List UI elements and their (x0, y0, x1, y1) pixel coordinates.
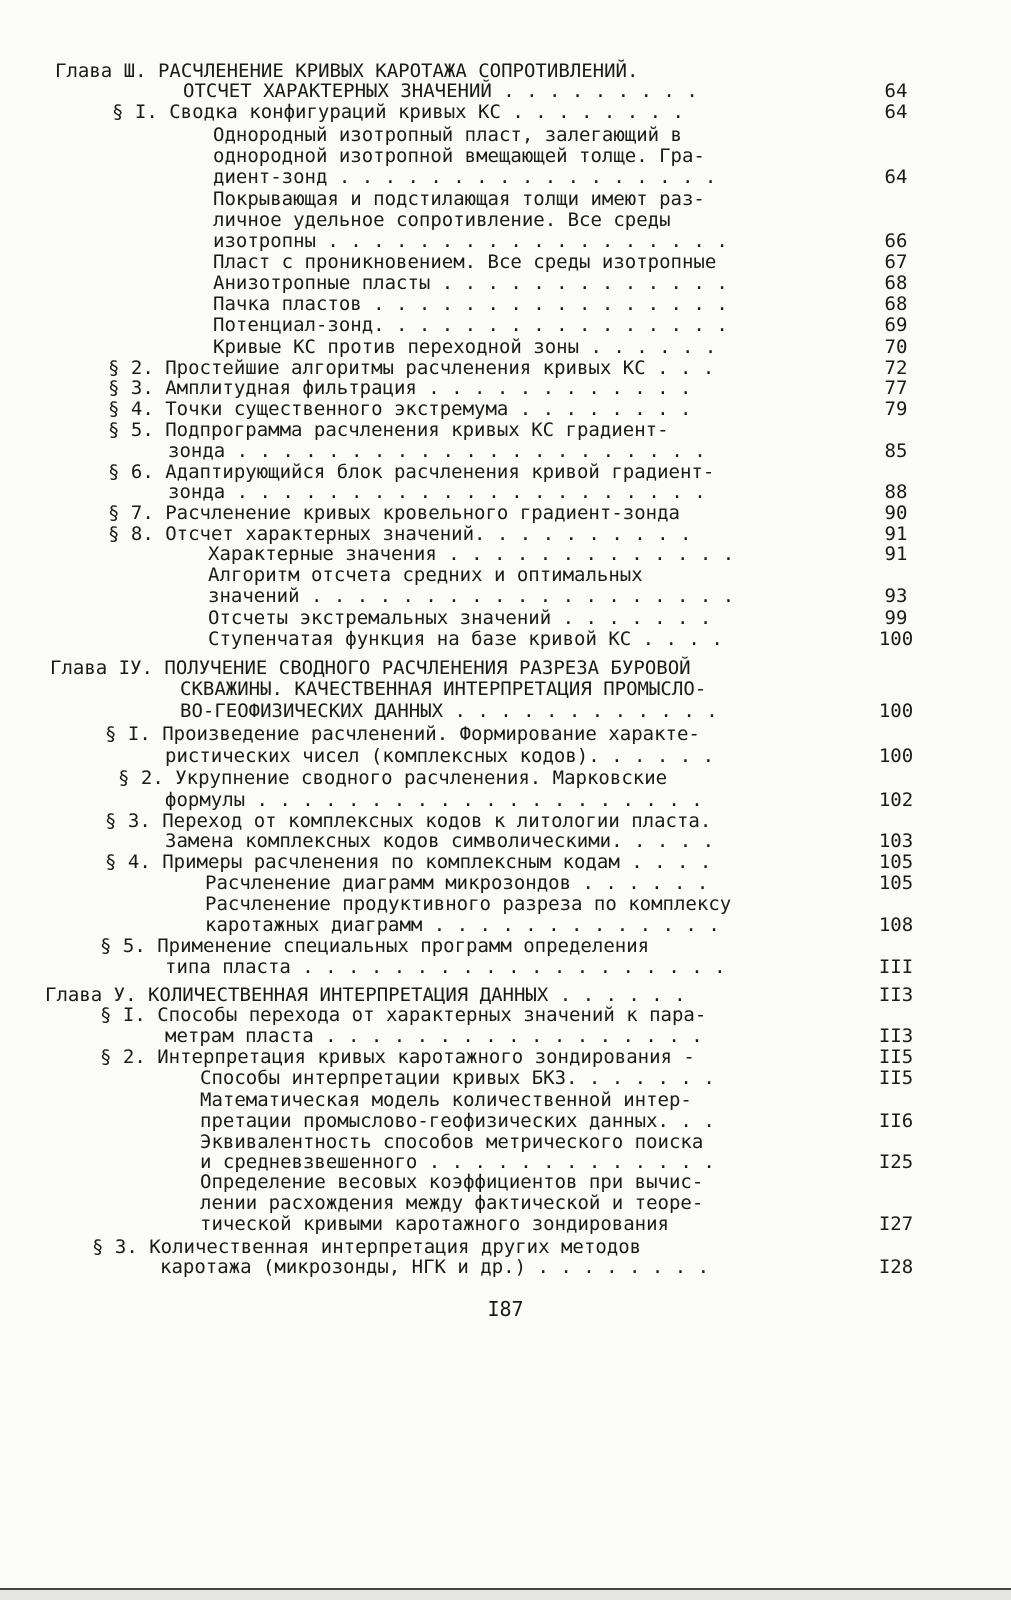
toc-entry-text: Однородный изотропный пласт, залегающий в (213, 124, 682, 146)
toc-line (0, 398, 1011, 420)
scan-bottom-edge (0, 1588, 1011, 1600)
toc-page-number: 105 (878, 851, 914, 873)
toc-entry-text: § 3. Амплитудная фильтрация . . . . . . . . . . . . (108, 377, 692, 399)
toc-page-number: II5 (878, 1067, 914, 1089)
toc-line (0, 188, 1011, 210)
toc-entry-text: § 7. Расчленение кривых кровельного градиент-зонда (108, 502, 680, 524)
toc-entry-text: Глава У. КОЛИЧЕСТВЕННАЯ ИНТЕРПРЕТАЦИЯ ДАННЫХ . . . . . . (45, 984, 686, 1006)
toc-entry-text: § 2. Интерпретация кривых каротажного зондирования - (100, 1046, 695, 1068)
toc-page-number: 70 (884, 336, 908, 358)
toc-entry-text: значений . . . . . . . . . . . . . . . . . . . (208, 585, 735, 607)
toc-entry-text: Алгоритм отсчета средних и оптимальных (208, 564, 643, 586)
toc-line (0, 1171, 1011, 1193)
toc-line (0, 272, 1011, 294)
toc-line (0, 461, 1011, 483)
toc-line (0, 523, 1011, 545)
toc-line (0, 1067, 1011, 1089)
toc-entry-text: Эквивалентность способов метрического поиска (200, 1131, 704, 1153)
toc-page-number: 64 (884, 101, 908, 123)
toc-line (0, 935, 1011, 957)
toc-line (0, 1213, 1011, 1235)
toc-entry-text: Анизотропные пласты . . . . . . . . . . . . . (213, 272, 728, 294)
toc-entry-text: § I. Способы перехода от характерных значений к пара- (100, 1004, 707, 1026)
toc-page-number: 66 (884, 230, 908, 252)
toc-entry-text: ВО-ГЕОФИЗИЧЕСКИХ ДАННЫХ . . . . . . . . . . . . (180, 700, 718, 722)
toc-page-number: II3 (878, 984, 914, 1006)
toc-entry-text: § 2. Простейшие алгоритмы расчленения кривых КС . . . (108, 357, 715, 379)
toc-line (0, 502, 1011, 524)
toc-line (0, 1025, 1011, 1047)
toc-entry-text: Глава IУ. ПОЛУЧЕНИЕ СВОДНОГО РАСЧЛЕНЕНИЯ РАЗРЕЗА БУРОВОЙ (50, 657, 691, 679)
toc-entry-text: Пласт с проникновением. Все среды изотропные (213, 251, 717, 273)
toc-entry-text: Способы интерпретации кривых БКЗ. . . . . . . (200, 1067, 715, 1089)
toc-entry-text: Потенциал-зонд. . . . . . . . . . . . . . . . (213, 314, 728, 336)
toc-entry-text: претации промыслово-геофизических данных. . . (200, 1110, 715, 1132)
toc-line (0, 628, 1011, 650)
toc-page-number: 100 (878, 628, 914, 650)
toc-line (0, 723, 1011, 745)
toc-page-number: 64 (884, 166, 908, 188)
toc-line (0, 1110, 1011, 1132)
toc-line (0, 80, 1011, 102)
toc-entry-text: § I. Сводка конфигураций кривых КС . . . . . . . . (112, 101, 684, 123)
toc-entry-text: § 2. Укрупнение сводного расчленения. Марковские (118, 767, 668, 789)
toc-entry-text: однородной изотропной вмещающей толще. Гра- (213, 145, 705, 167)
toc-entry-text: § 3. Переход от комплексных кодов к литологии пласта. (105, 810, 712, 832)
toc-line (0, 872, 1011, 894)
toc-page-number: I27 (878, 1213, 914, 1235)
toc-entry-text: § 6. Адаптирующийся блок расчленения кривой градиент- (108, 461, 715, 483)
toc-line (0, 745, 1011, 767)
toc-line (0, 984, 1011, 1006)
toc-line (0, 145, 1011, 167)
toc-page-number: 102 (878, 789, 914, 811)
toc-entry-text: § 3. Количественная интерпретация других методов (92, 1236, 642, 1258)
toc-line (0, 251, 1011, 273)
toc-line (0, 914, 1011, 936)
toc-line (0, 956, 1011, 978)
toc-line (0, 377, 1011, 399)
toc-entry-text: Определение весовых коэффициентов при вычис- (200, 1171, 704, 1193)
toc-entry-text: § 4. Точки существенного экстремума . . . . . . . . (108, 398, 692, 420)
toc-page-number: 91 (884, 523, 908, 545)
toc-line (0, 607, 1011, 629)
toc-entry-text: СКВАЖИНЫ. КАЧЕСТВЕННАЯ ИНТЕРПРЕТАЦИЯ ПРОМЫСЛО- (180, 678, 707, 700)
toc-page-number: 103 (878, 830, 914, 852)
toc-line (0, 336, 1011, 358)
toc-line (0, 357, 1011, 379)
toc-page-number: 91 (884, 543, 908, 565)
toc-page-number: I25 (878, 1151, 914, 1173)
toc-line (0, 314, 1011, 336)
toc-entry-text: Глава Ш. РАСЧЛЕНЕНИЕ КРИВЫХ КАРОТАЖА СОПРОТИВЛЕНИЙ. (55, 60, 639, 82)
toc-line (0, 419, 1011, 441)
toc-page-number: II6 (878, 1110, 914, 1132)
toc-page-number: 105 (878, 872, 914, 894)
toc-entry-text: Ступенчатая функция на базе кривой КС . . . . (208, 628, 723, 650)
toc-page-number: 77 (884, 377, 908, 399)
toc-entry-text: изотропны . . . . . . . . . . . . . . . . . . (213, 230, 728, 252)
toc-page-number: 79 (884, 398, 908, 420)
toc-entry-text: Расчленение продуктивного разреза по комплексу (205, 893, 732, 915)
toc-line (0, 481, 1011, 503)
toc-line (0, 101, 1011, 123)
toc-entry-text: Характерные значения . . . . . . . . . . . . . (208, 543, 735, 565)
toc-entry-text: зонда . . . . . . . . . . . . . . . . . . . . . (168, 440, 706, 462)
page-number: I87 (487, 1297, 524, 1321)
toc-line (0, 789, 1011, 811)
toc-entry-text: личное удельное сопротивление. Все среды (213, 209, 671, 231)
toc-entry-text: § 5. Применение специальных программ определения (100, 935, 650, 957)
toc-line (0, 810, 1011, 832)
toc-page-number: 90 (884, 502, 908, 524)
toc-line (0, 1236, 1011, 1258)
toc-entry-text: Пачка пластов . . . . . . . . . . . . . . . . (213, 293, 728, 315)
toc-line (0, 124, 1011, 146)
toc-entry-text: зонда . . . . . . . . . . . . . . . . . . . . . (168, 481, 706, 503)
toc-entry-text: § I. Произведение расчленений. Формирование характе- (105, 723, 700, 745)
toc-entry-text: § 8. Отсчет характерных значений. . . . . . . . . . (108, 523, 692, 545)
toc-page-number: 85 (884, 440, 908, 462)
toc-line (0, 1046, 1011, 1068)
toc-entry-text: Замена комплексных кодов символическими. . . . . (165, 830, 715, 852)
toc-entry-text: диент-зонд . . . . . . . . . . . . . . . . . (213, 166, 717, 188)
toc-page-number: 64 (884, 80, 908, 102)
toc-entry-text: Математическая модель количественной интер- (200, 1089, 692, 1111)
toc-entry-text: каротажа (микрозонды, НГК и др.) . . . . . . . . (160, 1256, 710, 1278)
toc-page-number: 100 (878, 745, 914, 767)
toc-entry-text: Покрывающая и подстилающая толщи имеют раз- (213, 188, 705, 210)
toc-line (0, 166, 1011, 188)
toc-page-number: 99 (884, 607, 908, 629)
toc-entry-text: § 4. Примеры расчленения по комплексным кодам . . . . (105, 851, 712, 873)
toc-page-number: 100 (878, 700, 914, 722)
toc-entry-text: ОТСЧЕТ ХАРАКТЕРНЫХ ЗНАЧЕНИЙ . . . . . . . . . (183, 80, 698, 102)
toc-line (0, 293, 1011, 315)
toc-line (0, 1256, 1011, 1278)
toc-page-number: 69 (884, 314, 908, 336)
toc-line (0, 1089, 1011, 1111)
toc-line (0, 1131, 1011, 1153)
toc-line (0, 657, 1011, 679)
toc-entry-text: тической кривыми каротажного зондирования (200, 1213, 669, 1235)
toc-line (0, 678, 1011, 700)
toc-line (0, 1151, 1011, 1173)
toc-line (0, 1192, 1011, 1214)
toc-line (0, 893, 1011, 915)
toc-line (0, 564, 1011, 586)
toc-entry-text: типа пласта . . . . . . . . . . . . . . . . . . . (165, 956, 726, 978)
toc-page-number: III (878, 956, 914, 978)
toc-line (0, 767, 1011, 789)
toc-line (0, 700, 1011, 722)
toc-page-number: 88 (884, 481, 908, 503)
toc-line (0, 440, 1011, 462)
toc-page-number: 67 (884, 251, 908, 273)
toc-entry-text: каротажных диаграмм . . . . . . . . . . . . . (205, 914, 720, 936)
toc-line (0, 543, 1011, 565)
toc-line (0, 585, 1011, 607)
toc-page-number: 68 (884, 293, 908, 315)
toc-page-number: II5 (878, 1046, 914, 1068)
toc-entry-text: формулы . . . . . . . . . . . . . . . . . . . . (165, 789, 703, 811)
toc-page-number: I28 (878, 1256, 914, 1278)
toc-entry-text: § 5. Подпрограмма расчленения кривых КС градиент- (108, 419, 669, 441)
toc-page-number: 108 (878, 914, 914, 936)
toc-entry-text: Отсчеты экстремальных значений . . . . . . . (208, 607, 712, 629)
toc-page-number: II3 (878, 1025, 914, 1047)
toc-line (0, 830, 1011, 852)
toc-entry-text: метрам пласта . . . . . . . . . . . . . . . . . (165, 1025, 703, 1047)
toc-line (0, 851, 1011, 873)
toc-entry-text: ристических чисел (комплексных кодов). . . . . . (165, 745, 715, 767)
toc-line (0, 230, 1011, 252)
toc-line (0, 1004, 1011, 1026)
toc-page-number: 68 (884, 272, 908, 294)
toc-entry-text: Расчленение диаграмм микрозондов . . . . . . (205, 872, 709, 894)
toc-line (0, 60, 1011, 82)
toc-line (0, 209, 1011, 231)
toc-page-number: 93 (884, 585, 908, 607)
toc-entry-text: лении расхождения между фактической и теоре- (200, 1192, 704, 1214)
toc-entry-text: и средневзвешенного . . . . . . . . . . . . . (200, 1151, 715, 1173)
toc-page-number: 72 (884, 357, 908, 379)
toc-entry-text: Кривые КС против переходной зоны . . . . . . (213, 336, 717, 358)
